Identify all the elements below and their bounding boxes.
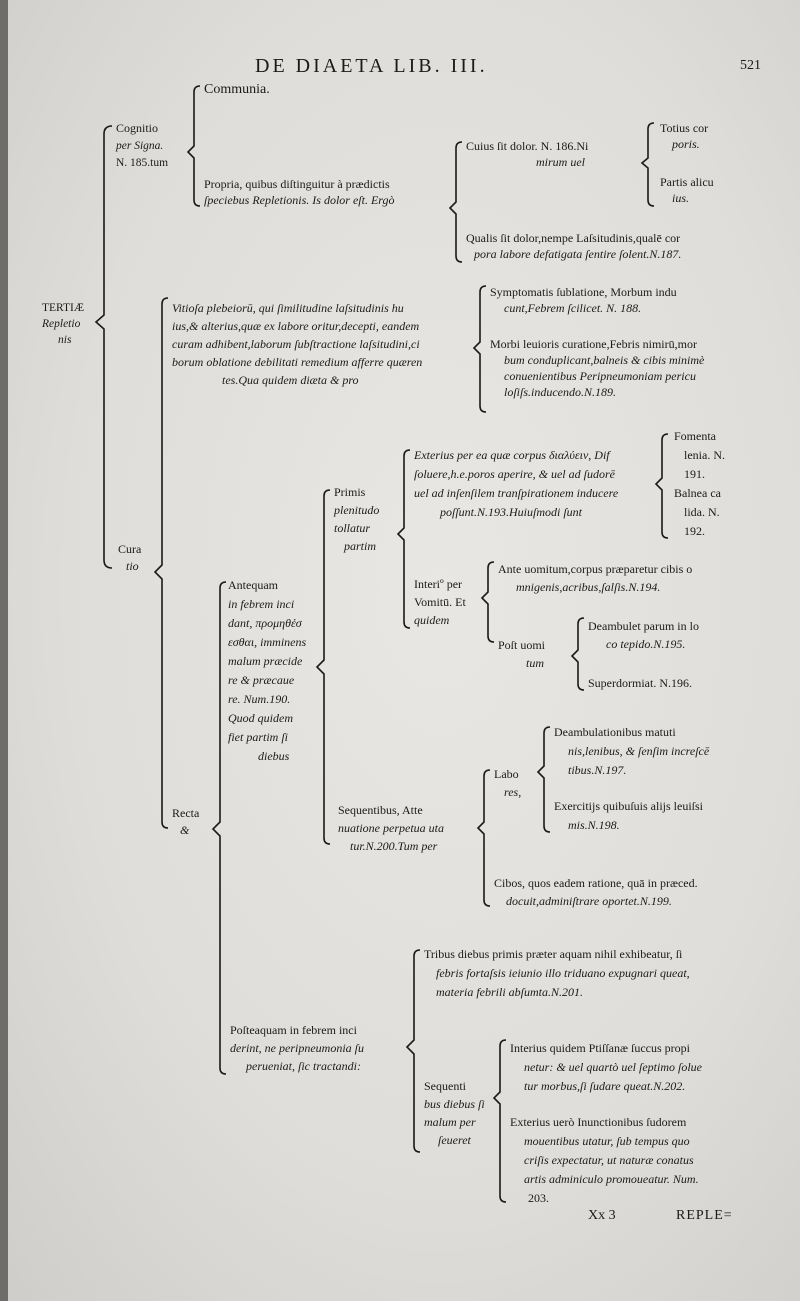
interius-ptissanae-line-1: Interius quidem Ptiſſanæ ſuccus propi [510,1041,690,1055]
root-label-2: Repletio [42,318,81,330]
ante-uomitum-line-1: Ante uomitum,corpus præparetur cibis o [498,562,693,576]
sequentibus-label-2: nuatione perpetua uta [338,821,444,835]
tribus-line-2: febris fortaſsis ieiunio illo triduano expugnari queat, [436,966,690,980]
sequenti-diebus-label-1: Sequenti [424,1079,466,1093]
page-number: 521 [740,58,761,73]
antequam-label-3: dant, προμηθέσ [228,616,302,630]
interius-ptissanae-line-3: tur morbus,ſi ſudare queat.N.202. [524,1079,686,1093]
vitiosa-line-1: Vitioſa plebeiorū, qui ſimilitudine laſsitudinis hu [172,301,404,315]
exterius-line-2: ſoluere,h.e.poros aperire, & uel ad ſudorē [414,467,615,481]
cibos-line-1: Cibos, quos eadem ratione, quā in præced. [494,876,698,890]
antequam-label-6: re & præcaue [228,673,295,687]
exterius-inunctionibus-line-3: criſis expectatur, ut naturæ conatus [524,1153,694,1167]
labores-label-1: Labo [494,767,519,781]
vitiosa-line-4: borum oblatione debilitati remedium afferre quæren [172,355,423,369]
balnea-line-2: lida. N. [684,505,720,519]
totius-line-2: poris. [672,137,700,151]
cuius-line-2: mirum uel [536,155,585,169]
deambulationibus-line-1: Deambulationibus matuti [554,725,676,739]
vitiosa-line-2: ius,& alterius,quæ ex labore oritur,decepti, eandem [172,319,420,333]
running-title: DE DIAETA LIB. III. [255,55,488,77]
fomenta-line-1: Fomenta [674,429,716,443]
balnea-line-3: 192. [684,524,705,538]
antequam-label-1: Antequam [228,578,278,592]
morbi-line-2: bum conduplicant,balneis & cibis minimè [504,353,705,367]
superdormiat: Superdormiat. N.196. [588,676,692,690]
propria-line-1: Propria, quibus diſtinguitur à prædictis [204,177,390,191]
cognitio-label-2: per Signa. [116,140,164,152]
vitiosa-line-3: curam adhibent,laborum ſubſtractione laſsitudini,ci [172,337,420,351]
exterius-line-4: poſſunt.N.193.Huiuſmodi ſunt [440,505,583,519]
sequenti-diebus-label-2: bus diebus ſi [424,1097,485,1111]
deambulet-line-1: Deambulet parum in lo [588,619,699,633]
deambulationibus-line-2: nis,lenibus, & ſenſim increſcē [568,744,710,758]
posteaquam-label-2: derint, ne peripneumonia ſu [230,1041,364,1055]
partis-line-2: ius. [672,191,690,205]
symptomatis-line-1: Symptomatis ſublatione, Morbum indu [490,285,677,299]
primis-label-3: tollatur [334,521,371,535]
cuius-line-1: Cuius ſit dolor. N. 186.Ni [466,139,589,153]
exterius-inunctionibus-line-2: mouentibus utatur, ſub tempus quo [524,1134,690,1148]
antequam-label-5: malum præcide [228,654,303,668]
exterius-inunctionibus-line-4: artis adminiculo promoueatur. Num. [524,1172,699,1186]
exterius-line-1: Exterius per ea quæ corpus διαλύειν, Dif [414,448,610,462]
primis-label-2: plenitudo [334,503,380,517]
antequam-label-7: re. Num.190. [228,692,291,706]
antequam-label-8: Quod quidem [228,711,293,725]
recta-label-2: & [180,823,190,837]
totius-line-1: Totius cor [660,121,709,135]
signature-mark: Xx 3 [588,1208,616,1223]
communia: Communia. [204,82,270,97]
propria-line-2: ſpeciebus Repletionis. Is dolor eſt. Ergò [204,193,395,207]
antequam-label-4: εσθαι, imminens [228,635,307,649]
curatio-label-1: Cura [118,542,142,556]
primis-label-1: Primis [334,485,366,499]
partis-line-1: Partis alicu [660,175,714,189]
balnea-line-1: Balnea ca [674,486,721,500]
curatio-label-2: tio [126,559,139,573]
primis-label-4: partim [344,539,377,553]
page-edge-shadow [0,0,8,1301]
exercitiis-line-2: mis.N.198. [568,818,620,832]
qualis-line-1: Qualis ſit dolor,nempe Laſsitudinis,qualē cor [466,231,681,245]
sequenti-diebus-label-3: malum per [424,1115,476,1129]
cognitio-label-3: N. 185.tum [116,157,169,169]
post-uomitum-label-1: Poſt uomi [498,638,546,652]
exterius-line-3: uel ad inſenſilem tranſpirationem inducere [414,486,619,500]
sequentibus-label-3: tur.N.200.Tum per [350,839,438,853]
antequam-label-10: diebus [258,749,290,763]
antequam-label-2: in febrem inci [228,597,295,611]
interius-vomitu-label-2: Vomitū. Et [414,595,466,609]
catchword: REPLE= [676,1208,733,1223]
exercitiis-line-1: Exercitijs quibuſuis alijs leuiſsi [554,799,703,813]
interius-ptissanae-line-2: netur: & uel quartò uel ſeptimo ſolue [524,1060,702,1074]
morbi-line-1: Morbi leuioris curatione,Febris nimirū,mor [490,337,697,351]
recta-label-1: Recta [172,806,200,820]
posteaquam-label-1: Poſteaquam in febrem inci [230,1023,357,1037]
symptomatis-line-2: cunt,Febrem ſcilicet. N. 188. [504,301,642,315]
qualis-line-2: pora labore defatigata ſentire ſolent.N.187. [474,247,682,261]
deambulet-line-2: co tepido.N.195. [606,637,686,651]
posteaquam-label-3: perueniat, ſic tractandi: [246,1059,361,1073]
root-label-3: nis [58,334,72,346]
cibos-line-2: docuit,adminiſtrare oportet.N.199. [506,894,672,908]
deambulationibus-line-3: tibus.N.197. [568,763,627,777]
exterius-inunctionibus-line-5: 203. [528,1191,549,1205]
tribus-line-1: Tribus diebus primis præter aquam nihil exhibeatur, ſi [424,947,683,961]
sequentibus-label-1: Sequentibus, Atte [338,803,423,817]
vitiosa-line-5: tes.Qua quidem diæta & pro [222,373,359,387]
sequenti-diebus-label-4: ſeueret [438,1133,471,1147]
post-uomitum-label-2: tum [526,656,544,670]
ante-uomitum-line-2: mnigenis,acribus,ſalſis.N.194. [516,580,661,594]
tribus-line-3: materia febrili abſumta.N.201. [436,985,583,999]
root-label-1: TERTIÆ [42,302,85,314]
interius-vomitu-label-3: quidem [414,613,450,627]
interius-vomitu-label-1: Interiº per [414,577,463,591]
labores-label-2: res, [504,785,522,799]
cognitio-label-1: Cognitio [116,121,159,135]
morbi-line-4: loſiſs.inducendo.N.189. [504,385,616,399]
fomenta-line-2: lenia. N. [684,448,725,462]
exterius-inunctionibus-line-1: Exterius uerò Inunctionibus ſudorem [510,1115,687,1129]
morbi-line-3: conuenientibus Peripneumoniam pericu [504,369,696,383]
fomenta-line-3: 191. [684,467,705,481]
antequam-label-9: fiet partim ſi [228,730,288,744]
